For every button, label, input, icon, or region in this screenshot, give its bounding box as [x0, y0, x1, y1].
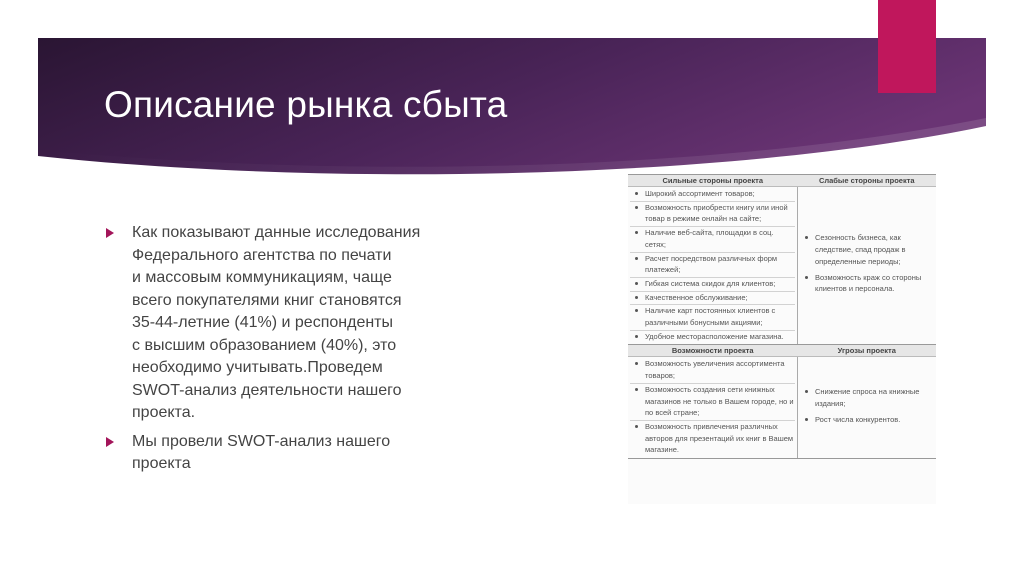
threats-cell — [798, 357, 937, 459]
list-item: Рост числа конкурентов. — [800, 414, 934, 427]
bullet-dot-icon — [805, 418, 808, 421]
bullet-text: Как показывают данные исследования Федерального агентства по печати и массовым коммуникациям, чаще всего покупателями книг становятся 35-44-летние (41%) и респонденты с высшим образованием (40%), это необходимо учитывать.Проведем SWOT-анализ деятельности нашего проекта. — [132, 224, 421, 421]
list-item: Возможность создания сети книжных магазинов не только в Вашем городе, но и по всей стране; — [630, 384, 795, 421]
list-item: Наличие веб-сайта, площадки в соц. сетях; — [630, 227, 795, 252]
bullet-dot-icon — [635, 362, 638, 365]
bullet-dot-icon — [635, 335, 638, 338]
bullet-text: Мы провели SWOT-анализ нашего проекта — [132, 432, 391, 472]
list-item: Сезонность бизнеса, как следствие, спад продаж в определенные периоды; — [800, 232, 934, 268]
bullet-item — [104, 431, 504, 476]
opportunities-cell — [628, 357, 798, 459]
weaknesses-cell — [798, 187, 937, 345]
bullet-arrow-icon — [106, 437, 114, 447]
bullet-dot-icon — [635, 296, 638, 299]
list-item: Снижение спроса на книжные издания; — [800, 386, 934, 410]
list-item: Качественное обслуживание; — [630, 292, 795, 306]
list-item: Возможность увеличения ассортимента товаров; — [630, 358, 795, 383]
bullet-dot-icon — [635, 231, 638, 234]
bullet-list — [104, 222, 504, 482]
threats-header: Угрозы проекта — [798, 345, 937, 357]
bullet-dot-icon — [635, 309, 638, 312]
bullet-dot-icon — [805, 390, 808, 393]
bullet-arrow-icon — [106, 228, 114, 238]
list-item: Удобное месторасположение магазина. — [630, 331, 795, 344]
list-item: Возможность приобрести книгу или иной товар в режиме онлайн на сайте; — [630, 202, 795, 227]
accent-tab — [878, 0, 936, 93]
list-item: Возможность краж со стороны клиентов и персонала. — [800, 272, 934, 296]
list-item: Расчет посредством различных форм платежей; — [630, 253, 795, 278]
bullet-dot-icon — [635, 192, 638, 195]
bullet-dot-icon — [805, 236, 808, 239]
list-item: Наличие карт постоянных клиентов с различными бонусными акциями; — [630, 305, 795, 330]
bullet-item — [104, 222, 504, 425]
bullet-dot-icon — [805, 276, 808, 279]
bullet-dot-icon — [635, 282, 638, 285]
opportunities-header: Возможности проекта — [628, 345, 798, 357]
weaknesses-header: Слабые стороны проекта — [798, 175, 937, 187]
list-item: Гибкая система скидок для клиентов; — [630, 278, 795, 292]
strengths-header: Сильные стороны проекта — [628, 175, 798, 187]
list-item: Возможность привлечения различных авторов для презентаций их книг в Вашем магазине. — [630, 421, 795, 457]
list-item: Широкий ассортимент товаров; — [630, 188, 795, 202]
bullet-dot-icon — [635, 425, 638, 428]
slide-title: Описание рынка сбыта — [104, 84, 508, 125]
bullet-dot-icon — [635, 388, 638, 391]
bullet-dot-icon — [635, 206, 638, 209]
bullet-dot-icon — [635, 257, 638, 260]
strengths-cell — [628, 187, 798, 345]
swot-table — [628, 174, 936, 504]
